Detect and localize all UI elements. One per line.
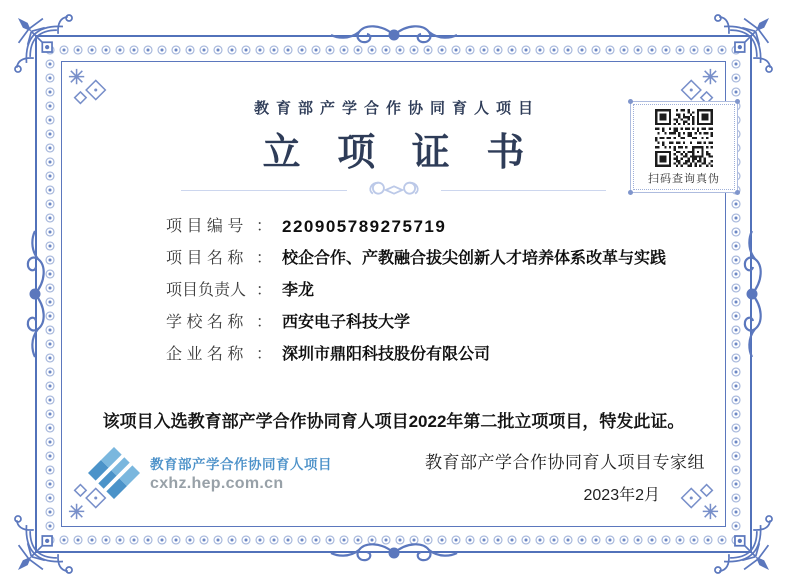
field-label: 项目负责人 xyxy=(166,282,247,299)
logo-diamond-icon xyxy=(88,447,140,499)
divider-rule xyxy=(441,190,607,191)
signature-block xyxy=(425,448,705,505)
qr-frame-dot xyxy=(735,190,740,195)
award-statement: 该项目入选教育部产学合作协同育人项目2022年第二批立项项目，特发此证。 xyxy=(102,412,685,431)
field-value: 西安电子科技大学 xyxy=(282,314,411,331)
field-colon: ： xyxy=(256,250,273,267)
field-colon: ： xyxy=(256,218,273,235)
field-value: 220905789275719 xyxy=(282,217,447,236)
edge-flourish-icon xyxy=(329,22,459,48)
project-fields xyxy=(166,213,686,373)
edge-flourish-icon xyxy=(329,540,459,566)
field-row-project-number xyxy=(166,213,686,240)
certificate-title: 立 项 证 书 xyxy=(262,132,538,174)
divider-ornament-icon xyxy=(351,179,437,201)
field-row-school-name xyxy=(166,309,686,336)
qr-code-icon xyxy=(655,109,713,167)
field-colon: ： xyxy=(256,314,273,331)
field-row-project-leader xyxy=(166,277,686,304)
logo-title: 教育部产学合作协同育人项目 xyxy=(150,457,332,472)
field-row-project-name xyxy=(166,245,686,272)
field-label: 项 目 名 称 xyxy=(166,250,244,267)
field-value: 深圳市鼎阳科技股份有限公司 xyxy=(282,346,491,363)
field-value: 校企合作、产教融合拔尖创新人才培养体系改革与实践 xyxy=(282,250,667,267)
qr-caption: 扫码查询真伪 xyxy=(648,173,720,185)
issuer: 教育部产学合作协同育人项目专家组 xyxy=(425,453,705,472)
qr-frame-dot xyxy=(628,99,633,104)
qr-panel xyxy=(630,101,738,193)
certificate-subtitle: 教育部产学合作协同育人项目 xyxy=(253,100,540,117)
field-colon: ： xyxy=(256,346,273,363)
divider-rule xyxy=(181,190,347,191)
field-label: 学 校 名 称 xyxy=(166,314,244,331)
field-row-company-name xyxy=(166,341,686,368)
qr-frame-dot xyxy=(735,99,740,104)
edge-flourish-icon xyxy=(22,229,48,359)
edge-flourish-icon xyxy=(739,229,765,359)
field-label: 项 目 编 号 xyxy=(166,218,244,235)
qr-frame-dot xyxy=(628,190,633,195)
org-logo xyxy=(88,447,332,499)
logo-url: cxhz.hep.com.cn xyxy=(150,475,284,492)
issue-date: 2023年2月 xyxy=(583,487,660,504)
field-label: 企 业 名 称 xyxy=(166,346,244,363)
field-value: 李龙 xyxy=(282,282,315,299)
title-divider xyxy=(181,180,606,200)
field-colon: ： xyxy=(256,282,273,299)
